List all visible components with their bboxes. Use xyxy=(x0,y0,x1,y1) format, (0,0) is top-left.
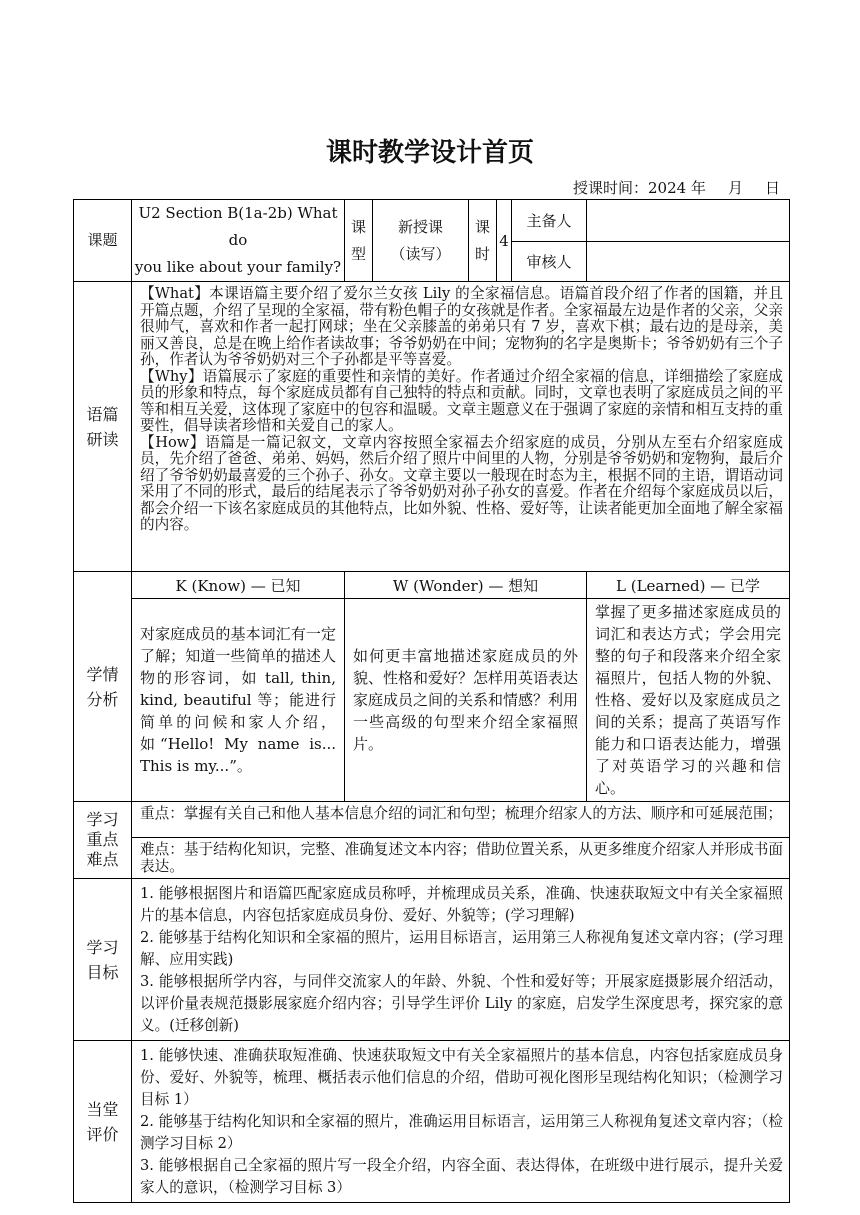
type-label xyxy=(345,200,373,282)
type-label-1: 课 xyxy=(350,217,366,236)
focus-label-2: 重点 xyxy=(86,830,119,849)
goals-content xyxy=(132,879,790,1041)
goals-label-1: 学习 xyxy=(86,937,119,957)
reviewer-value xyxy=(587,242,790,282)
type-label-2: 型 xyxy=(350,244,366,263)
topic-line-2: you like about your family? xyxy=(134,258,342,276)
evaluation-label xyxy=(74,1041,132,1203)
topic-label: 课题 xyxy=(74,200,132,282)
evaluation-1: 1. 能够快速、准确获取短准确、快速获取短文中有关全家福照片的基本信息，内容包括家庭成员身份、爱好、外貌等，梳理、概括表示他们信息的介绍，借助可视化图形呈现结构化知识；（检测学习目标 1） xyxy=(140,1047,784,1108)
reading-how: 【How】语篇是一篇记叙文，文章内容按照全家福去介绍家庭的成员，分别从左至右介绍家庭成员，先介绍了爸爸、弟弟、妈妈，然后介绍了照片中间里的人物，分别是爷爷奶奶和宠物狗，最后介绍了爷爷奶奶最喜爱的三个孙子、孙女。文章主要以一般现在时态为主，根据不同的主语，谓语动词采用了不同的形式，最后的结尾表示了爷爷奶奶对孙子孙女的喜爱。作者在介绍每个家庭成员以后，都会介绍一下该名家庭成员的其他特点，比如外貌、性格、爱好等，让读者能更加全面地了解全家福的内容。 xyxy=(140,433,784,533)
period-label-2: 时 xyxy=(475,244,491,263)
period-label-1: 课 xyxy=(475,217,491,236)
evaluation-label-2: 评价 xyxy=(86,1124,119,1144)
goals-label-2: 目标 xyxy=(86,962,119,982)
focus-label-3: 难点 xyxy=(86,850,119,869)
reading-content xyxy=(132,282,790,572)
focus-label-1: 学习 xyxy=(86,810,119,829)
reading-label xyxy=(74,282,132,572)
reading-what: 【What】本课语篇主要介绍了爱尔兰女孩 Lily 的全家福信息。语篇首段介绍了作者的国籍，并且开篇点题，介绍了呈现的全家福，带有粉色帽子的女孩就是作者。全家福最左边是作者的父亲，父亲很帅气，喜欢和作者一起打网球；坐在父亲膝盖的弟弟只有 7 岁，喜欢下棋；最右边的是母亲，美丽又善良，总是在晚上给作者读故事；爷爷奶奶在中间；宠物狗的名字是奥斯卡；爷爷奶奶有三个子孙，作者认为爷爷奶奶对三个子孙都是平等喜爱。 xyxy=(140,285,784,368)
reading-label-1: 语篇 xyxy=(86,404,119,424)
analysis-label xyxy=(74,572,132,802)
topic-line-1: U2 Section B(1a-2b) What do xyxy=(138,204,338,249)
date-month: 月 xyxy=(727,179,743,197)
preparer-label: 主备人 xyxy=(512,200,587,242)
date-day: 日 xyxy=(764,179,780,197)
reviewer-label: 审核人 xyxy=(512,242,587,282)
period-value: 4 xyxy=(497,200,512,282)
analysis-label-2: 分析 xyxy=(86,689,119,709)
evaluation-2: 2. 能够基于结构化知识和全家福的照片，准确运用目标语言，运用第三人称视角复述文章内容；（检测学习目标 2） xyxy=(140,1113,784,1152)
lesson-design-table xyxy=(73,199,790,1203)
analysis-label-1: 学情 xyxy=(86,664,119,684)
evaluation-label-1: 当堂 xyxy=(86,1099,119,1119)
preparer-value xyxy=(587,200,790,242)
date-year: 授课时间：2024 年 xyxy=(573,179,706,197)
focus-label xyxy=(74,802,132,879)
topic-value xyxy=(132,200,345,282)
reading-label-2: 研读 xyxy=(86,429,119,449)
teaching-date xyxy=(573,177,780,198)
l-text: 掌握了更多描述家庭成员的词汇和表达方式；学会用完整的句子和段落来介绍全家福照片，包括人物的外貌、性格、爱好以及家庭成员之间的关系；提高了英语写作能力和口语表达能力，增强了对英语学习的兴趣和信心。 xyxy=(587,599,790,802)
evaluation-content xyxy=(132,1041,790,1203)
goal-2: 2. 能够基于结构化知识和全家福的照片，运用目标语言，运用第三人称视角复述文章内容；(学习理解、应用实践) xyxy=(140,929,784,968)
w-header: W (Wonder) — 想知 xyxy=(345,572,587,599)
type-value xyxy=(373,200,469,282)
goal-1: 1. 能够根据图片和语篇匹配家庭成员称呼，并梳理成员关系，准确、快速获取短文中有关全家福照片的基本信息，内容包括家庭成员身份、爱好、外貌等；(学习理解) xyxy=(140,885,784,924)
w-text: 如何更丰富地描述家庭成员的外貌、性格和爱好？怎样用英语表达家庭成员之间的关系和情感？利用一些高级的句型来介绍全家福照片。 xyxy=(345,599,587,802)
k-text: 对家庭成员的基本词汇有一定了解；知道一些简单的描述人物的形容词，如 tall, thin, kind, beautiful 等；能进行简单的问候和家人介绍，如“Hello! My name is... This is my...”。 xyxy=(132,599,345,802)
period-label xyxy=(469,200,497,282)
page-title: 课时教学设计首页 xyxy=(325,138,534,168)
k-header: K (Know) — 已知 xyxy=(132,572,345,599)
goals-label xyxy=(74,879,132,1041)
reading-why: 【Why】语篇展示了家庭的重要性和亲情的美好。作者通过介绍全家福的信息，详细描绘了家庭成员的形象和特点，每个家庭成员都有自己独特的特点和贡献。同时，文章也表明了家庭成员之间的平等和相互关爱，这体现了家庭中的包容和温暖。文章主题意义在于强调了家庭的亲情和相互支持的重要性，倡导读者珍惜和关爱自己的家人。 xyxy=(140,367,784,434)
evaluation-3: 3. 能够根据自己全家福的照片写一段全介绍，内容全面、表达得体，在班级中进行展示，提升关爱家人的意识，（检测学习目标 3） xyxy=(140,1157,784,1196)
difficult-points: 难点：基于结构化知识，完整、准确复述文本内容；借助位置关系，从更多维度介绍家人并形成书面表达。 xyxy=(132,838,790,879)
type-value-1: 新授课 xyxy=(398,217,444,236)
goal-3: 3. 能够根据所学内容，与同伴交流家人的年龄、外貌、个性和爱好等；开展家庭摄影展介绍活动，以评价量表规范摄影展家庭介绍内容；引导学生评价 Lily 的家庭，启发学生深度思考，探究家的意义。(迁移创新) xyxy=(140,973,784,1034)
key-points: 重点：掌握有关自己和他人基本信息介绍的词汇和句型；梳理介绍家人的方法、顺序和可延展范围； xyxy=(132,802,790,838)
l-header: L (Learned) — 已学 xyxy=(587,572,790,599)
type-value-2: （读写） xyxy=(390,244,451,263)
